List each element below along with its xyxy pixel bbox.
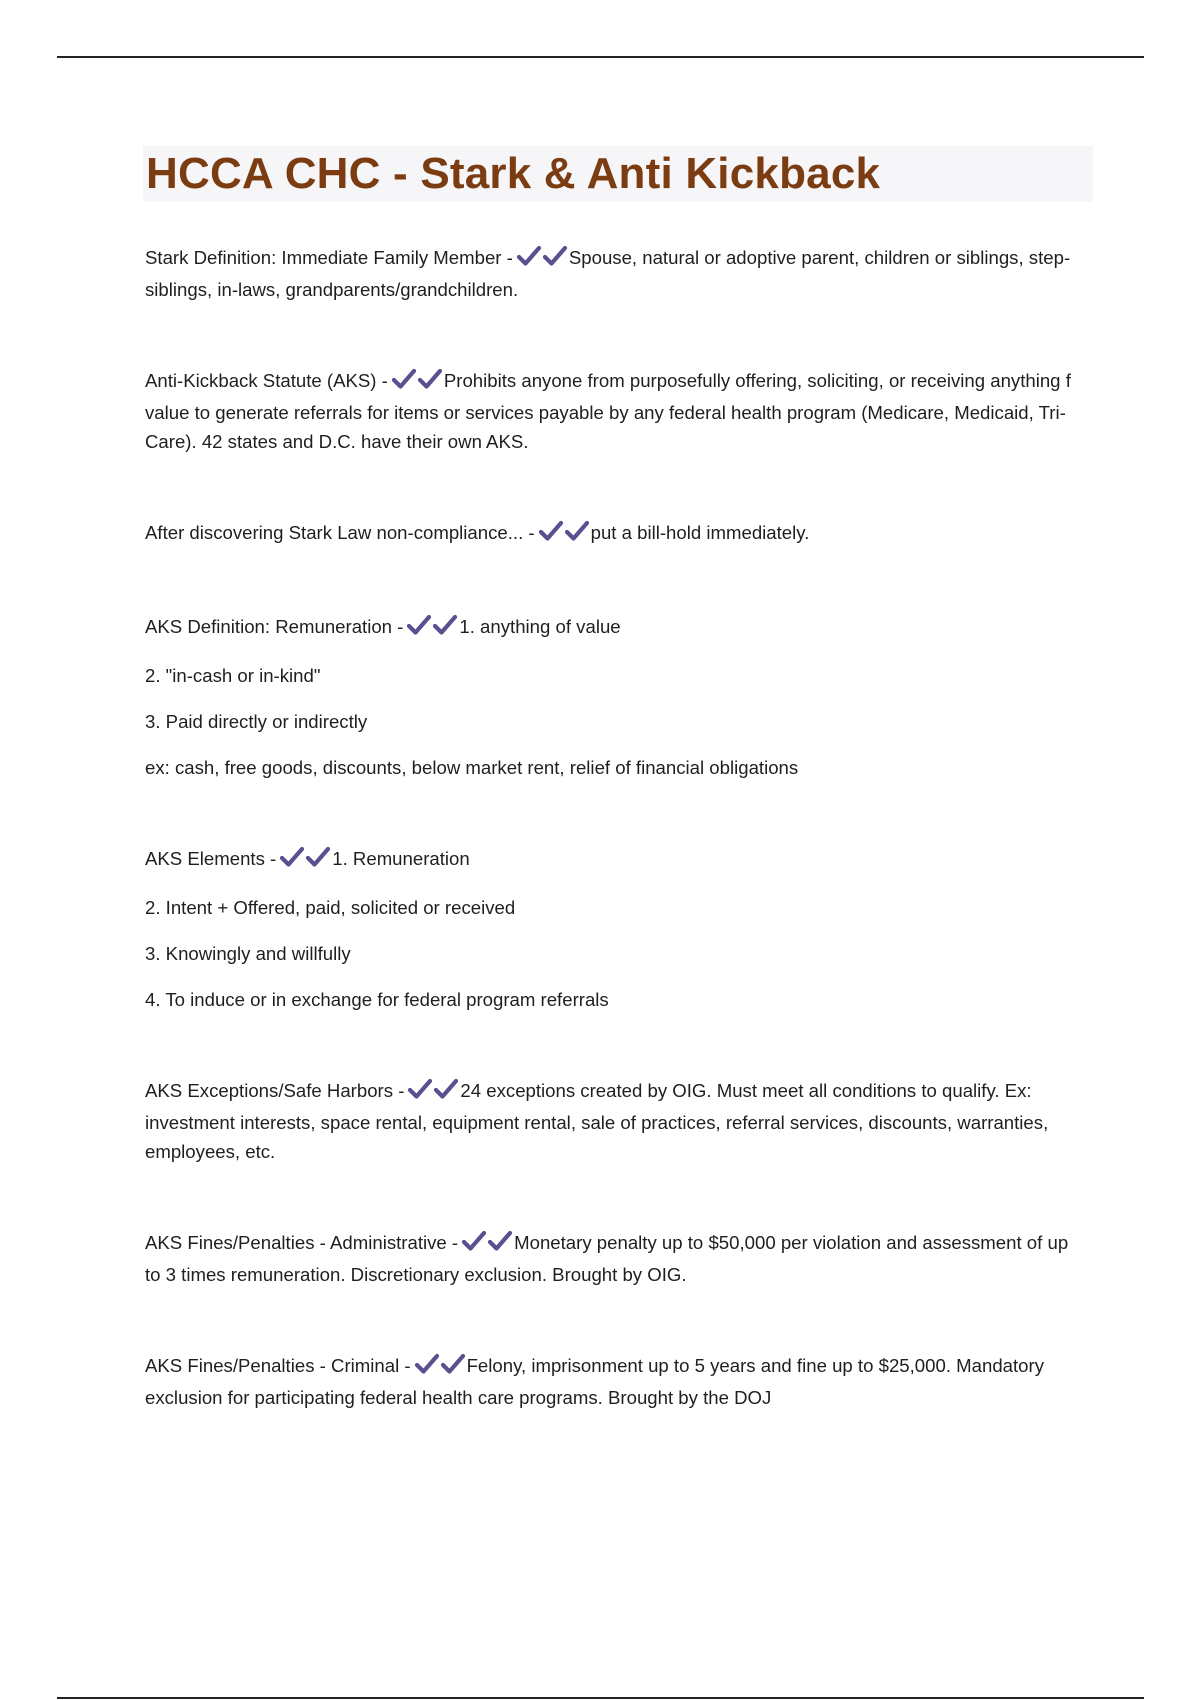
entry-answer: 1. Remuneration [332,848,470,869]
entry-extra-line: 4. To induce or in exchange for federal program referrals [145,989,609,1010]
double-check-icon [538,520,590,550]
top-rule [57,56,1144,58]
entry-answer: Spouse, natural or adoptive parent, children or siblings, step-siblings, in-laws, grandparents/grandchildren. [145,247,1071,300]
entry-extra-line: ex: cash, free goods, discounts, below market rent, relief of financial obligations [145,757,799,778]
double-check-icon [407,1078,459,1108]
entry-term: AKS Fines/Penalties - Criminal - [145,1355,411,1376]
entry-text [145,1351,1080,1412]
check-mark-icon [440,1353,466,1375]
flashcard-entry [145,1351,1080,1412]
double-check-icon [406,614,458,644]
check-mark-icon [461,1230,487,1252]
entry-text [145,243,1080,304]
entry-answer: 1. anything of value [459,616,621,637]
check-mark-icon [564,520,590,542]
check-mark-icon [305,846,331,868]
flashcard-entry [145,1228,1080,1289]
entry-text [145,1228,1080,1289]
entry-term: AKS Elements - [145,848,277,869]
check-mark-icon [407,1078,433,1100]
flashcard-entry [145,844,1080,1014]
double-check-icon [414,1353,466,1383]
flashcard-entry [145,243,1080,304]
check-mark-icon [433,1078,459,1100]
flashcard-entry [145,1076,1080,1166]
flashcard-entry [145,366,1080,456]
entry-term: After discovering Stark Law non-compliance... - [145,522,535,543]
double-check-icon [391,368,443,398]
entry-term: AKS Fines/Penalties - Administrative - [145,1232,459,1253]
entry-text [145,844,1080,876]
flashcard-entry [145,612,1080,782]
check-mark-icon [516,245,542,267]
flashcard-entry [145,518,1080,550]
entry-term: Stark Definition: Immediate Family Member - [145,247,513,268]
entry-term: Anti-Kickback Statute (AKS) - [145,370,388,391]
entry-answer: Monetary penalty up to $50,000 per violation and assessment of up to 3 times remuneration. Discretionary exclusion. Brought by OIG. [145,1232,1069,1285]
check-mark-icon [414,1353,440,1375]
document-title: HCCA CHC - Stark & Anti Kickback [146,149,881,198]
entry-term: AKS Definition: Remuneration - [145,616,404,637]
entry-answer: Felony, imprisonment up to 5 years and fine up to $25,000. Mandatory exclusion for participating federal health care programs. Brought by the DOJ [145,1355,1044,1408]
entry-extra-line: 3. Knowingly and willfully [145,943,351,964]
entry-text [145,612,1080,644]
check-mark-icon [417,368,443,390]
check-mark-icon [391,368,417,390]
entry-extra-line: 3. Paid directly or indirectly [145,711,368,732]
check-mark-icon [542,245,568,267]
double-check-icon [461,1230,513,1260]
entry-text [145,1076,1080,1166]
bottom-rule [57,1697,1144,1699]
double-check-icon [279,846,331,876]
check-mark-icon [432,614,458,636]
flashcard-list [145,243,1080,1474]
title-band [143,146,1093,202]
entry-extra-line: 2. "in-cash or in-kind" [145,665,321,686]
entry-answer: put a bill-hold immediately. [590,522,810,543]
entry-text [145,366,1080,456]
entry-extra-line: 2. Intent + Offered, paid, solicited or received [145,897,516,918]
check-mark-icon [487,1230,513,1252]
check-mark-icon [279,846,305,868]
entry-answer: 24 exceptions created by OIG. Must meet all conditions to qualify. Ex: investment interests, space rental, equipment rental, sale of practices, referral services, discounts, warranties, employees, etc. [145,1080,1049,1162]
entry-text [145,518,1080,550]
check-mark-icon [406,614,432,636]
entry-answer: Prohibits anyone from purposefully offering, soliciting, or receiving anything f value to generate referrals for items or services payable by any federal health program (Medicare, Medicaid, Tri-Care). 42 states and D.C. have their own AKS. [145,370,1071,452]
check-mark-icon [538,520,564,542]
entry-term: AKS Exceptions/Safe Harbors - [145,1080,405,1101]
double-check-icon [516,245,568,275]
